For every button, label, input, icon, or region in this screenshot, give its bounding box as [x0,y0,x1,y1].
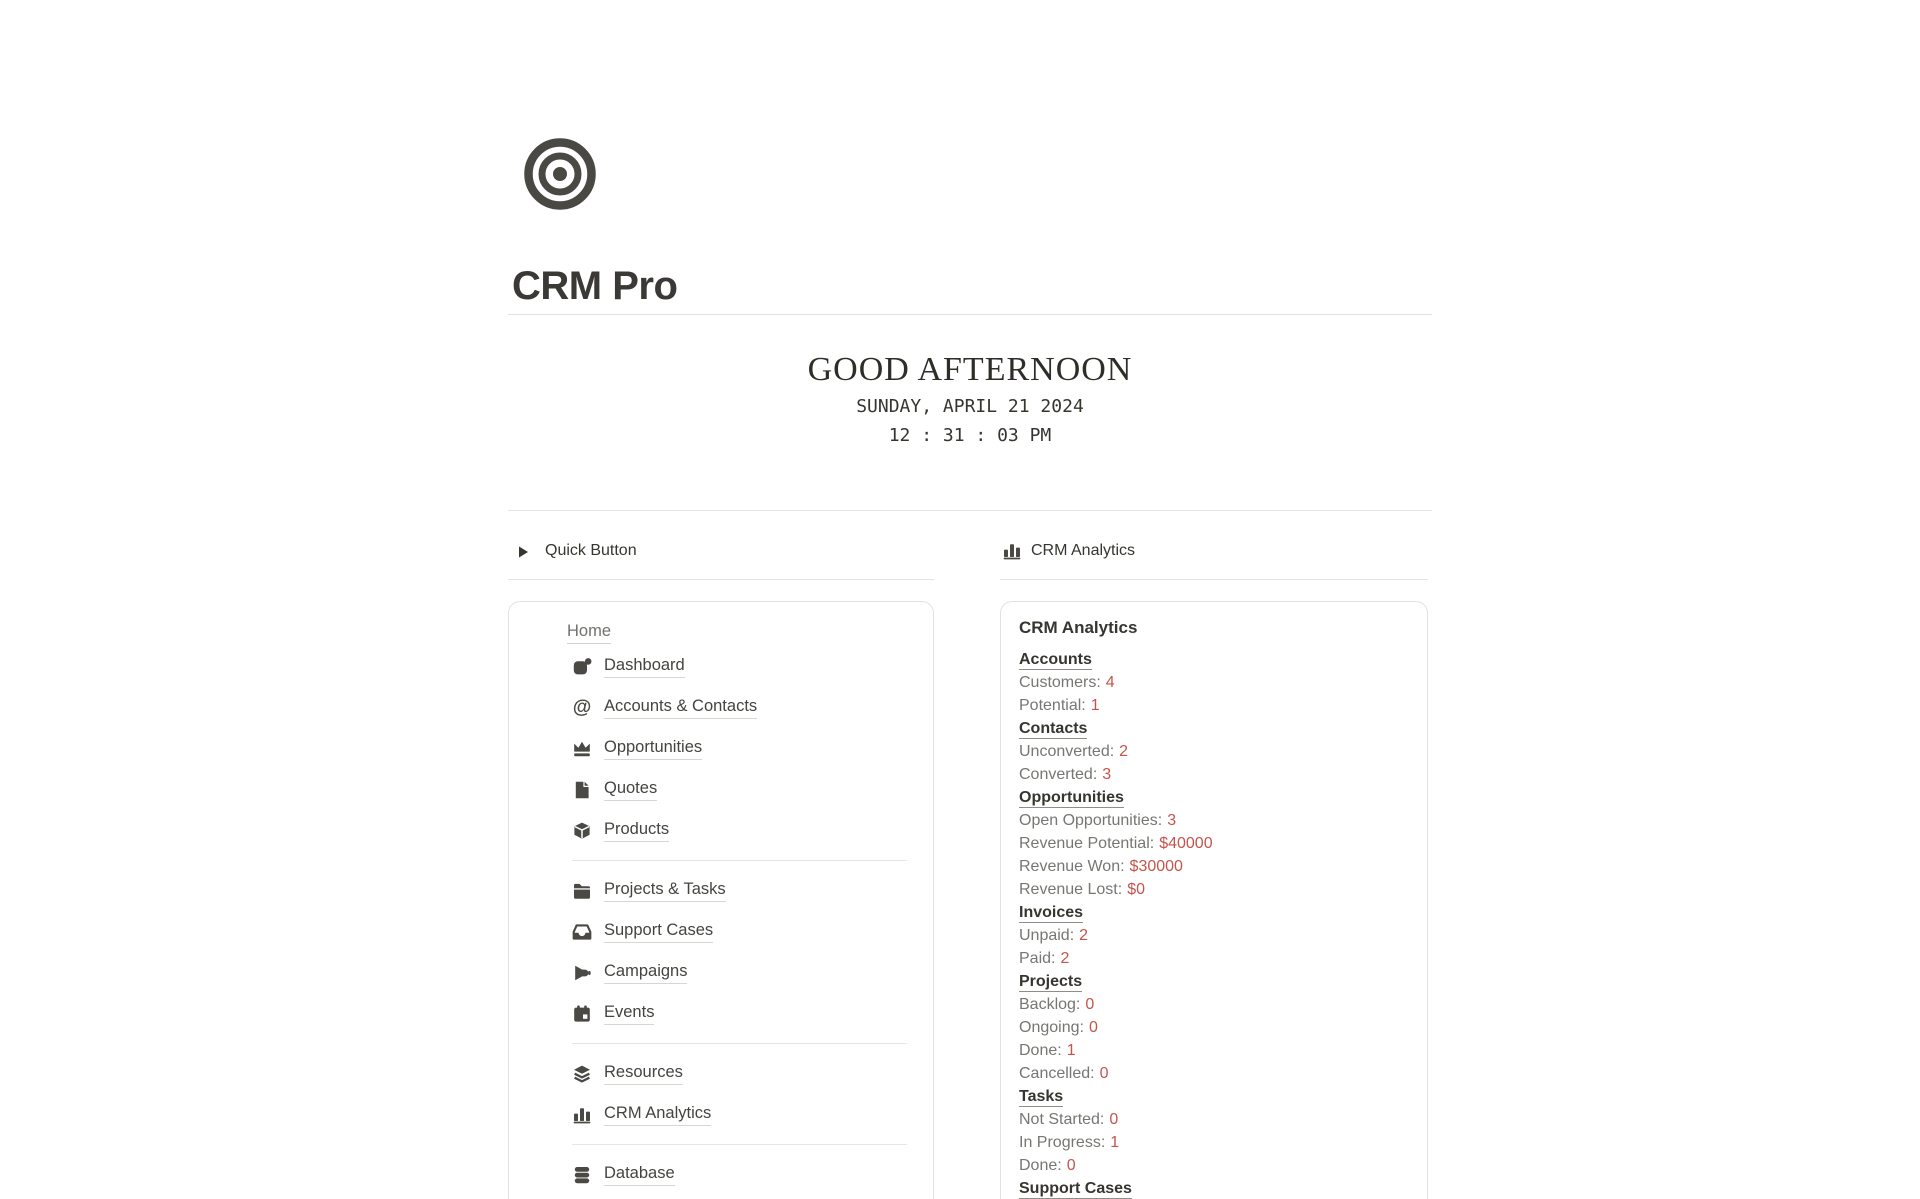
stat-label: Done: [1019,1157,1062,1174]
nav-item-label: Accounts & Contacts [604,697,757,719]
stat-value: 1 [1110,1134,1120,1151]
stat-row [1019,1039,1407,1062]
database-icon [572,1165,592,1185]
stat-section-contacts [1019,717,1407,740]
stat-heading-label: Contacts [1019,720,1088,737]
page-icon-wrap [523,0,1432,211]
stat-label: Revenue Lost: [1019,881,1123,898]
nav-item-events[interactable] [567,993,907,1034]
stat-label: Cancelled: [1019,1065,1095,1082]
stat-label: Customers: [1019,674,1101,691]
stat-row [1019,671,1407,694]
stat-section-tasks [1019,1085,1407,1108]
stat-row [1019,1108,1407,1131]
stat-heading-label: Accounts [1019,651,1092,668]
stat-value: 2 [1079,927,1089,944]
stat-section-support-cases [1019,1177,1407,1199]
stat-value: 2 [1119,743,1129,760]
calendar-icon [572,1004,592,1024]
stat-value: 4 [1105,674,1115,691]
bar-chart-icon [572,1105,592,1125]
stat-heading-label: Opportunities [1019,789,1124,806]
stat-section-invoices [1019,901,1407,924]
stat-value: 3 [1102,766,1112,783]
stat-row [1019,694,1407,717]
stat-heading-label: Projects [1019,973,1083,990]
box-icon [572,821,592,841]
stat-section-accounts [1019,648,1407,671]
stat-label: Revenue Potential: [1019,835,1155,852]
analytics-header-divider [1000,579,1428,580]
nav-item-label: Quotes [604,779,657,801]
stat-value: 0 [1085,996,1095,1013]
nav-card [508,601,934,1199]
greeting-widget [508,351,1432,446]
analytics-header [1000,540,1428,562]
stat-row [1019,832,1407,855]
dashboard-icon [572,657,592,677]
two-column-layout [508,540,1432,1199]
nav-item-label: Events [604,1003,654,1025]
stat-row [1019,740,1407,763]
nav-item-label: Resources [604,1063,683,1085]
stat-row [1019,1016,1407,1039]
stat-row [1019,1154,1407,1177]
right-column [1000,540,1428,1199]
stat-label: Unconverted: [1019,743,1115,760]
stat-label: Paid: [1019,950,1056,967]
stat-value: 0 [1088,1019,1098,1036]
left-column [508,540,934,1199]
analytics-card [1000,601,1428,1199]
nav-item-label: Database [604,1164,675,1186]
quick-button-divider [508,579,934,580]
stat-row [1019,947,1407,970]
stat-value: 3 [1167,812,1177,829]
nav-group-divider [572,860,907,861]
nav-item-quotes[interactable] [567,769,907,810]
crown-icon [572,739,592,759]
nav-item-products[interactable] [567,810,907,851]
stat-label: Revenue Won: [1019,858,1125,875]
nav-home-link[interactable]: Home [567,621,611,644]
stat-label: In Progress: [1019,1134,1106,1151]
bullseye-icon [523,137,597,211]
stat-label: Potential: [1019,697,1086,714]
stat-row [1019,924,1407,947]
stat-value: $30000 [1129,858,1183,875]
nav-item-opportunities[interactable] [567,728,907,769]
folder-icon [572,881,592,901]
stat-label: Not Started: [1019,1111,1105,1128]
nav-item-support-cases[interactable] [567,911,907,952]
stat-section-opportunities [1019,786,1407,809]
nav-item-resources[interactable] [567,1053,907,1094]
stat-label: Done: [1019,1042,1062,1059]
page-title: CRM Pro [512,264,678,308]
nav-item-label: CRM Analytics [604,1104,711,1126]
crm-page [508,0,1432,1199]
stat-row [1019,993,1407,1016]
stat-value: 1 [1066,1042,1076,1059]
stat-section-projects [1019,970,1407,993]
megaphone-icon [572,963,592,983]
stat-heading-label: Tasks [1019,1088,1064,1105]
stat-heading-label: Invoices [1019,904,1084,921]
nav-group-divider [572,1043,907,1044]
bar-chart-icon [1002,541,1022,561]
file-icon [572,780,592,800]
inbox-icon [572,922,592,942]
stat-value: 0 [1066,1157,1076,1174]
nav-item-label: Opportunities [604,738,702,760]
nav-item-label: Support Cases [604,921,713,943]
nav-group-divider [572,1144,907,1145]
nav-item-campaigns[interactable] [567,952,907,993]
stat-row [1019,855,1407,878]
stat-label: Ongoing: [1019,1019,1084,1036]
stat-row [1019,1131,1407,1154]
quick-button-toggle[interactable] [508,540,934,562]
stat-label: Backlog: [1019,996,1081,1013]
quick-button-label: Quick Button [545,542,637,559]
greeting-text: GOOD AFTERNOON [807,351,1133,388]
analytics-header-label: CRM Analytics [1031,542,1136,559]
stat-label: Unpaid: [1019,927,1075,944]
stat-row [1019,809,1407,832]
stat-value: 1 [1090,697,1100,714]
nav-item-label: Campaigns [604,962,687,984]
analytics-card-title: CRM Analytics [1019,618,1138,637]
stat-label: Converted: [1019,766,1098,783]
stat-row [1019,763,1407,786]
stat-value: $40000 [1159,835,1213,852]
nav-item-label: Dashboard [604,656,685,678]
stat-value: $0 [1127,881,1145,898]
stat-heading-label: Support Cases [1019,1180,1132,1197]
nav-item-label: Projects & Tasks [604,880,726,902]
nav-item-label: Products [604,820,669,842]
nav-item-crm-analytics[interactable] [567,1094,907,1135]
title-divider [508,314,1432,315]
stat-value: 0 [1109,1111,1119,1128]
at-icon: @ [572,696,592,718]
stat-row [1019,1062,1407,1085]
stat-value: 2 [1060,950,1070,967]
nav-item-accounts-contacts[interactable] [567,687,907,728]
date-text: SUNDAY, APRIL 21 2024 [856,396,1084,417]
nav-item-projects-tasks[interactable] [567,870,907,911]
stat-value: 0 [1099,1065,1109,1082]
time-text: 12 : 31 : 03 PM [888,425,1052,446]
play-triangle-icon [518,546,529,558]
stat-row [1019,878,1407,901]
stat-label: Open Opportunities: [1019,812,1163,829]
section-divider [508,510,1432,511]
nav-item-dashboard[interactable] [567,646,907,687]
layers-icon [572,1064,592,1084]
nav-item-database[interactable] [567,1154,907,1195]
